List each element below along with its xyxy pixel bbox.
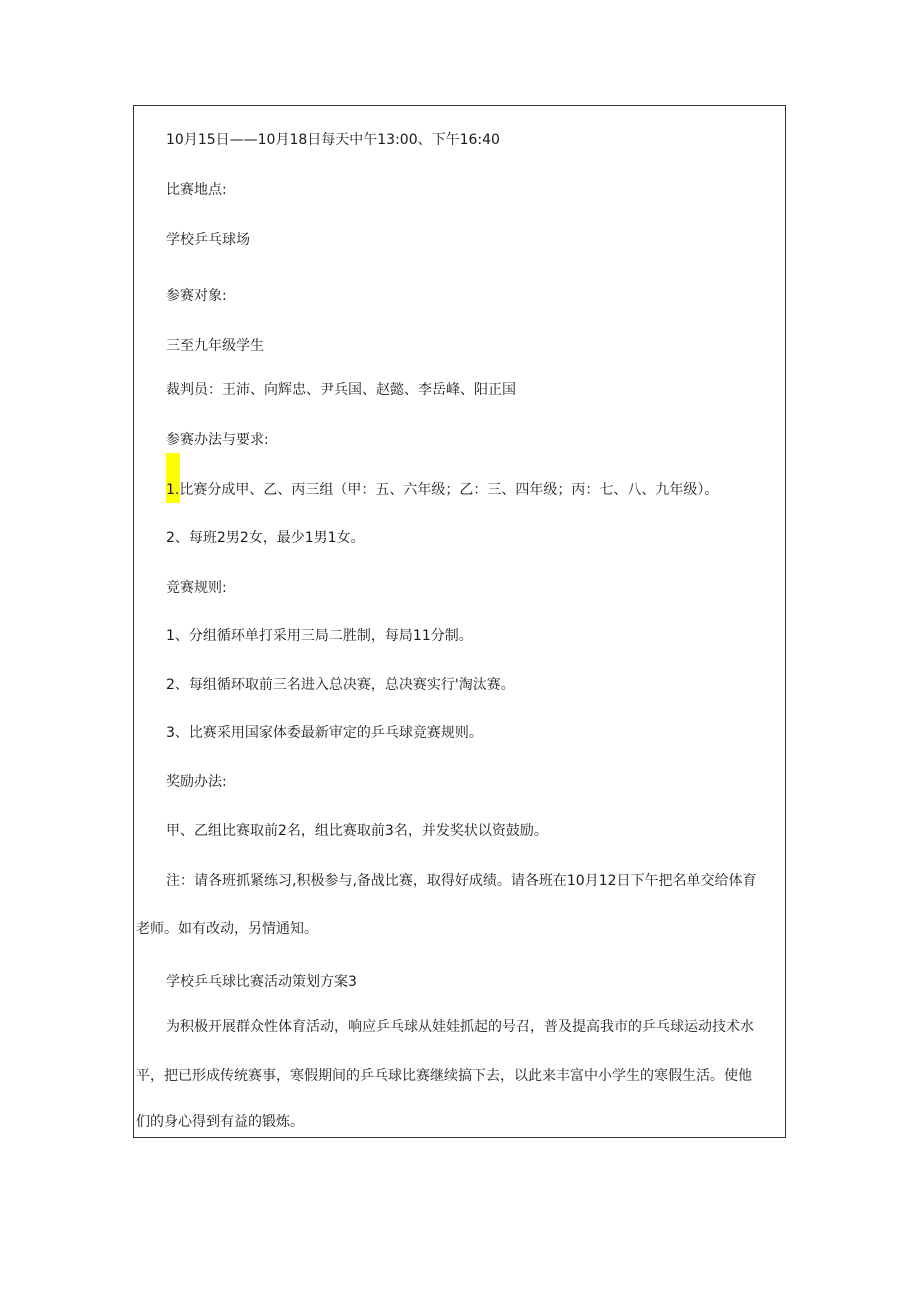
rule-3-line: 3、比赛采用国家体委最新审定的乒乓球竞赛规则。	[166, 725, 483, 741]
schedule-time-line: 10月15日——10月18日每天中午13:00、下午16:40	[166, 132, 500, 148]
rule-2-line: 2、每组循环取前三名进入总决赛，总决赛实行'淘汰赛。	[166, 677, 515, 693]
intro-line-1: 为积极开展群众性体育活动，响应乒乓球从娃娃抓起的号召，普及提高我市的乒乓球运动技术水	[166, 1019, 754, 1035]
plan-3-title: 学校乒乓球比赛活动策划方案3	[166, 974, 357, 990]
intro-line-3: 们的身心得到有益的锻炼。	[136, 1114, 304, 1130]
awards-heading: 奖励办法:	[166, 774, 227, 790]
rules-requirements-heading: 参赛办法与要求:	[166, 432, 269, 448]
venue-heading: 比赛地点:	[166, 182, 227, 198]
groups-line: 1.比赛分成甲、乙、丙三组（甲：五、六年级；乙：三、四年级；丙：七、八、九年级）。	[166, 482, 719, 498]
venue-value: 学校乒乓球场	[166, 232, 250, 248]
note-line-1: 注：请各班抓紧练习,积极参与,备战比赛，取得好成绩。请各班在10月12日下午把名单交给体育	[166, 873, 757, 889]
note-line-2: 老师。如有改动，另情通知。	[136, 921, 318, 937]
rule-1-line: 1、分组循环单打采用三局二胜制，每局11分制。	[166, 628, 473, 644]
participants-value: 三至九年级学生	[166, 338, 264, 354]
competition-rules-heading: 竞赛规则:	[166, 580, 227, 596]
referees-line: 裁判员：王沛、向辉忠、尹兵国、赵懿、李岳峰、阳正国	[166, 382, 516, 398]
awards-line: 甲、乙组比赛取前2名，组比赛取前3名，并发奖状以资鼓励。	[166, 823, 548, 839]
intro-line-2: 平，把已形成传统赛事，寒假期间的乒乓球比赛继续搞下去，以此来丰富中小学生的寒假生活。使他	[136, 1068, 752, 1084]
participants-heading: 参赛对象:	[166, 288, 227, 304]
class-quota-line: 2、每班2男2女，最少1男1女。	[166, 530, 365, 546]
